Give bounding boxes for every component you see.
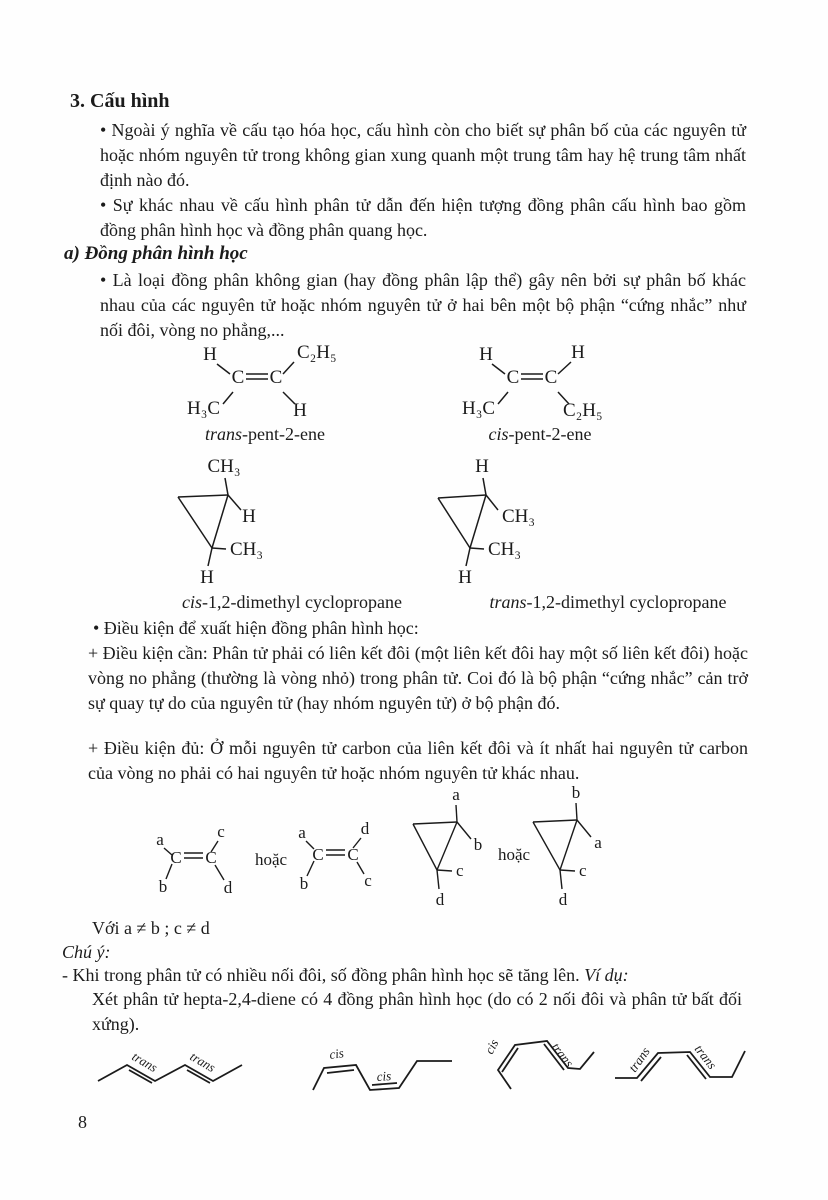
note-heptadiene-example: Xét phân tử hepta-2,4-diene có 4 đồng phân hình học (do có 2 nối đôi và phân tử bất đối xứng). (92, 989, 742, 1034)
atom-carbon: C (205, 848, 217, 867)
atom-carbon: C (506, 367, 520, 388)
substituent-a: a (594, 833, 602, 852)
substituent-middle: H (242, 506, 256, 527)
substituent-middle: CH₃ (502, 506, 536, 527)
atom-carbon: C (269, 367, 283, 388)
structure-label: trans-1,2-dimethyl cyclopropane (489, 592, 727, 612)
substituent-c: c (364, 871, 372, 890)
bond-lines (98, 1065, 242, 1083)
structure-generic-alkene-2 (298, 819, 372, 893)
substituent-c: c (579, 861, 587, 880)
structure-trans-pent-2-ene (187, 342, 337, 444)
substituent-top-right: H (571, 342, 585, 363)
substituent-d: d (360, 819, 370, 838)
structure-label: cis-1,2-dimethyl cyclopropane (182, 592, 402, 612)
note-text: - Khi trong phân tử có nhiều nối đôi, số đồng phân hình học sẽ tăng lên. (62, 965, 580, 985)
structure-cis-pent-2-ene (462, 342, 603, 444)
substituent-top-left: H (479, 344, 493, 365)
substituent-top: CH₃ (207, 456, 241, 477)
condition-inequality: Với a ≠ b ; c ≠ d (92, 918, 210, 938)
substituent-bottom: H (200, 567, 214, 588)
atom-carbon: C (312, 845, 324, 864)
substituent-a: a (298, 823, 306, 842)
substituent-right: CH₃ (488, 539, 522, 560)
structure-heptadiene-cis-trans (481, 1037, 594, 1089)
figure-dimethyl-cyclopropane (150, 448, 770, 618)
figure-heptadiene-isomers (75, 1033, 785, 1115)
note-multiple-double-bonds (62, 963, 752, 988)
figure-pent-2-ene (150, 336, 670, 448)
geometry-label: trans (129, 1048, 161, 1075)
structure-heptadiene-trans-trans (98, 1049, 242, 1083)
geometry-label: trans (691, 1041, 720, 1072)
substituent-bottom-left: H₃C (186, 398, 220, 419)
atom-carbon: C (347, 845, 359, 864)
structure-trans-dimethylcyclopropane (438, 456, 726, 612)
paragraph-necessary-condition: + Điều kiện cần: Phân tử phải có liên kết đôi (một liên kết đôi hay một số liên kết đôi) hoặc vòng no phẳng (thường là vòng nhỏ) trong phân tử. Coi đó là bộ phận “cứng nhắc” cản trở sự quay tự do của nguyên tử (hay nhóm nguyên tử) ở bộ phận đó. (88, 643, 748, 713)
example-label: Ví dụ: (584, 965, 629, 985)
figure-generic-isomer-conditions (100, 782, 740, 922)
substituent-b: b (158, 877, 168, 896)
structure-generic-ring-2 (533, 783, 602, 909)
geometry-label: trans (625, 1044, 653, 1075)
substituent-b: b (571, 783, 581, 802)
bond-lines (492, 362, 571, 404)
structure-label: trans-pent-2-ene (205, 424, 325, 444)
structure-cis-dimethylcyclopropane (178, 456, 402, 612)
bond-lines (217, 362, 295, 404)
substituent-b: b (299, 874, 309, 893)
heading-geometric-isomers: a) Đồng phân hình học (64, 243, 248, 264)
geometry-label: trans (187, 1048, 219, 1075)
structure-generic-alkene-1 (156, 822, 233, 897)
substituent-bottom-left: H₃C (461, 398, 495, 419)
substituent-d: d (435, 890, 445, 909)
structure-generic-ring-1 (413, 785, 482, 909)
geometry-label: cis (328, 1045, 345, 1062)
paragraph-configuration-1: • Ngoài ý nghĩa về cấu tạo hóa học, cấu hình còn cho biết sự phân bố của các nguyên tử hoặc nhóm nguyên tử trong không gian xung quanh một trung tâm hay hệ trung tâm nhất định nào đó. (100, 120, 746, 190)
or-word: hoặc (255, 850, 288, 869)
substituent-bottom-right: H (293, 400, 307, 421)
paragraph-conditions-title: • Điều kiện để xuất hiện đồng phân hình học: (93, 618, 419, 638)
bond-lines (498, 1041, 594, 1089)
substituent-a: a (156, 830, 164, 849)
atom-carbon: C (544, 367, 558, 388)
substituent-top-right: C₂H₅ (297, 342, 337, 363)
structure-heptadiene-cis-cis (313, 1045, 452, 1090)
paragraph-configuration-2: • Sự khác nhau về cấu hình phân tử dẫn đến hiện tượng đồng phân cấu hình bao gồm đồng phân hình học và đồng phân quang học. (100, 195, 746, 240)
page-title: 3. Cấu hình (70, 90, 170, 112)
substituent-bottom-right: C₂H₅ (563, 400, 603, 421)
substituent-bottom: H (458, 567, 472, 588)
substituent-c: c (456, 861, 464, 880)
substituent-c: c (217, 822, 225, 841)
paragraph-sufficient-condition: + Điều kiện đủ: Ở mỗi nguyên tử carbon của liên kết đôi và ít nhất hai nguyên tử carbon của vòng no phải có hai nguyên tử hoặc nhóm nguyên tử khác nhau. (88, 738, 748, 783)
structure-label: cis-pent-2-ene (488, 424, 592, 444)
substituent-b: b (473, 835, 483, 854)
substituent-right: CH₃ (230, 539, 264, 560)
substituent-a: a (452, 785, 460, 804)
atom-carbon: C (170, 848, 182, 867)
geometry-label: cis (376, 1068, 392, 1084)
note-label: Chú ý: (62, 942, 111, 962)
substituent-d: d (223, 878, 233, 897)
substituent-top: H (475, 456, 489, 477)
geometry-label: cis (481, 1036, 502, 1057)
substituent-d: d (558, 890, 568, 909)
substituent-top-left: H (203, 344, 217, 365)
paragraph-geometric-definition: • Là loại đồng phân không gian (hay đồng phân lập thể) gây nên bởi sự phân bố khác nhau của các nguyên tử hoặc nhóm nguyên tử ở hai bên một bộ phận “cứng nhắc” như nối đôi, vòng no phẳng,... (100, 270, 746, 340)
or-word: hoặc (498, 845, 531, 864)
structure-heptadiene-trans-trans-2 (615, 1042, 745, 1081)
page-number: 8 (78, 1112, 87, 1132)
atom-carbon: C (231, 367, 245, 388)
geometry-label: trans (548, 1039, 577, 1070)
